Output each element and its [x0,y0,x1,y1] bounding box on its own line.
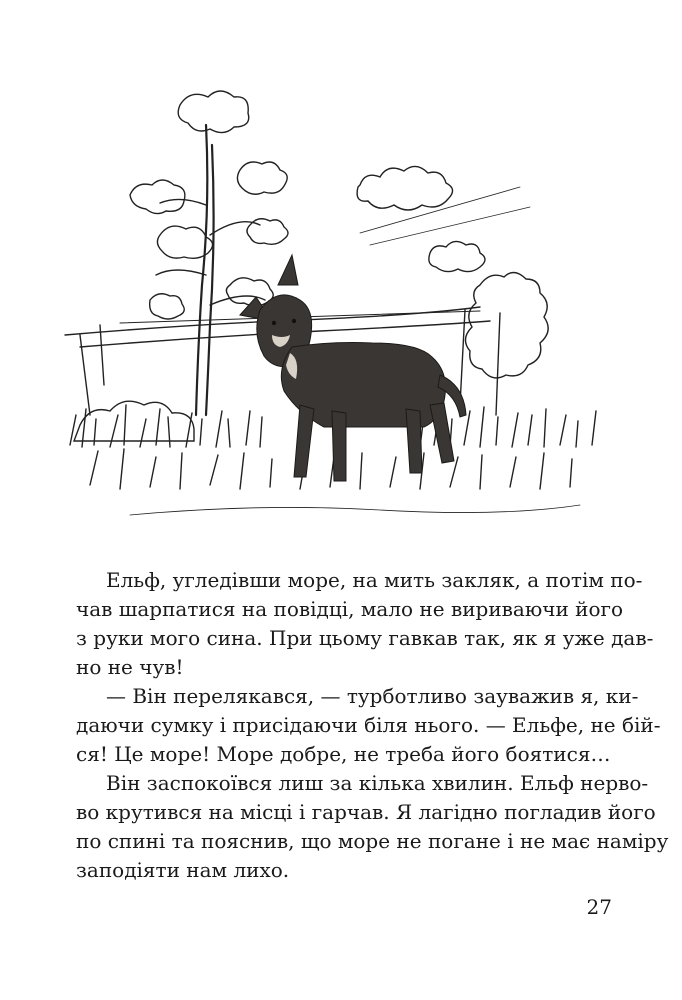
text-line: заподіяти нам лихо. [76,858,290,882]
text-line: во крутився на місці і гарчав. Я лагідно погладив його [76,800,656,824]
page-number: 27 [586,895,612,919]
text-line: даючи сумку і присідаючи біля нього. — Ельфе, не бій- [76,713,661,737]
paragraph-2 [76,682,661,769]
text-line: — Він перелякався, — турботливо зауважив я, ки- [106,684,639,708]
text-line: Ельф, угледівши море, на мить закляк, а потім по- [106,568,643,592]
text-line: но не чув! [76,655,184,679]
text-line: Він заспокоївся лиш за кілька хвилин. Ельф нерво- [106,771,649,795]
paragraph-3 [76,769,669,885]
paragraph-1 [76,566,654,682]
body-text [76,566,669,885]
text-line: по спині та пояснив, що море не погане і не має наміру [76,829,669,853]
text-line: ся! Це море! Море добре, не треба його боятися… [76,742,611,766]
dog-illustration [60,85,620,525]
text-line: з руки мого сина. При цьому гавкав так, як я уже дав- [76,626,654,650]
text-line: чав шарпатися на повідці, мало не вириваючи його [76,597,624,621]
